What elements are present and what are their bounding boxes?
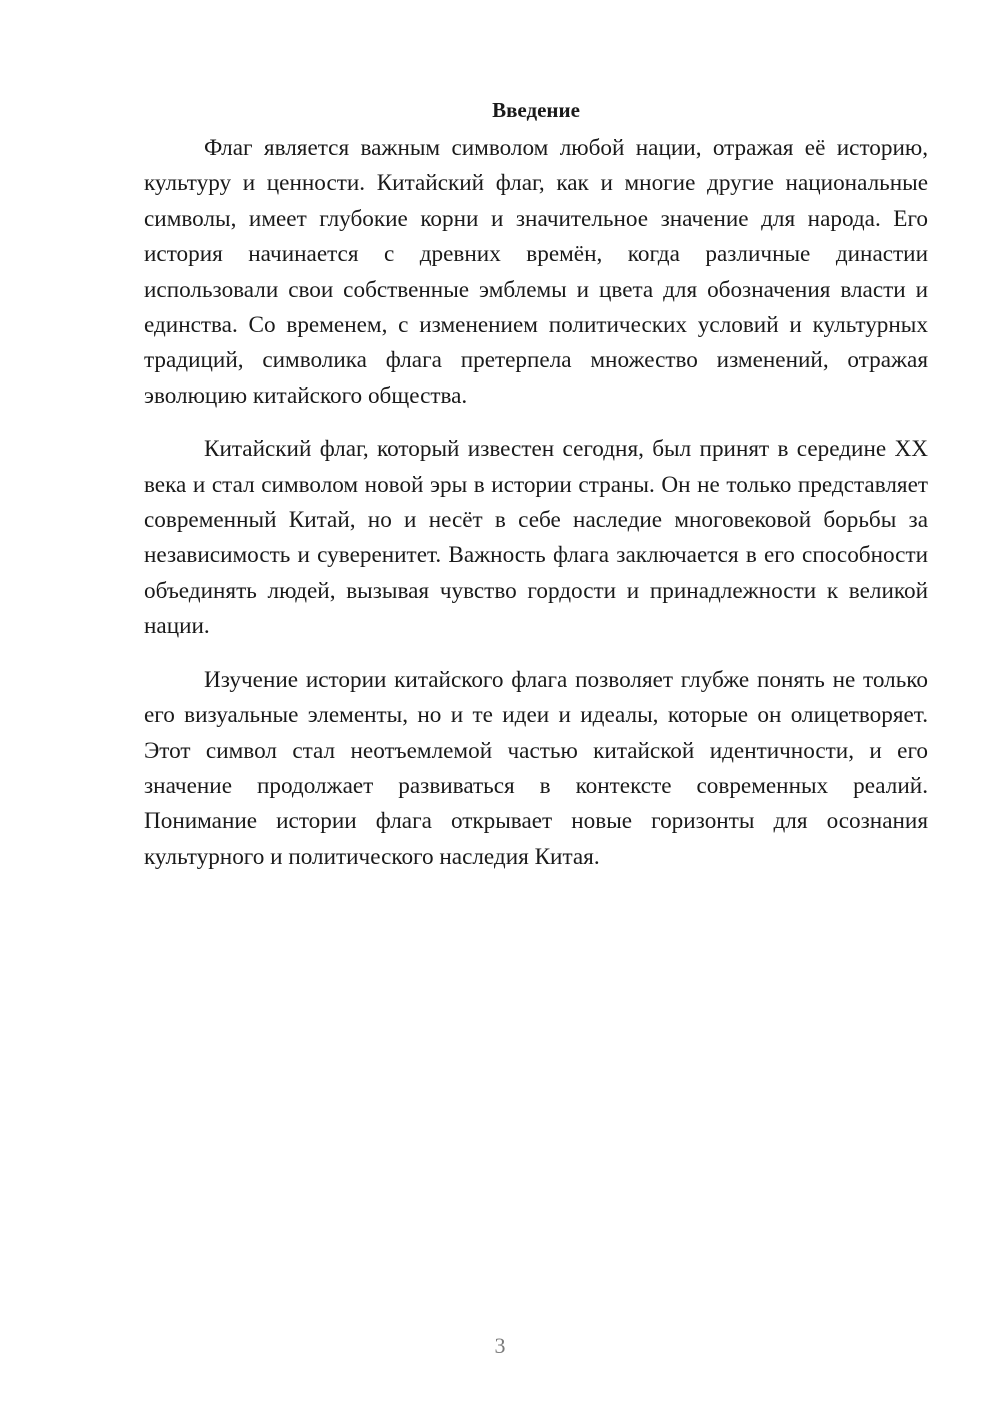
section-heading: Введение xyxy=(492,98,580,122)
paragraph-2: Китайский флаг, который известен сегодня, был принят в середине XX века и стал символом новой эры в истории страны. Он не только представляет современный Китай, но и несёт в себе наследие многовековой борьбы за независимость и суверенитет. Важность флага заключается в его способности объединять людей, вызывая чувство гордости и принадлежности к великой нации. xyxy=(144,436,928,640)
paragraph-1: Флаг является важным символом любой нации, отражая её историю, культуру и ценности. Китайский флаг, как и многие другие национальные символы, имеет глубокие корни и значительное значение для народа. Его история начинается с древних времён, когда различные династии использовали свои собственные эмблемы и цвета для обозначения власти и единства. Со временем, с изменением политических условий и культурных традиций, символика флага претерпела множество изменений, отражая эволюцию китайского общества. xyxy=(144,135,928,409)
paragraph-3: Изучение истории китайского флага позволяет глубже понять не только его визуальные элементы, но и те идеи и идеалы, которые он олицетворяет. Этот символ стал неотъемлемой частью китайской идентичности, и его значение продолжает развиваться в контексте современных реалий. Понимание истории флага открывает новые горизонты для осознания культурного и политического наследия Китая. xyxy=(144,666,928,870)
page-number: 3 xyxy=(494,1333,506,1358)
page-content xyxy=(144,92,928,893)
